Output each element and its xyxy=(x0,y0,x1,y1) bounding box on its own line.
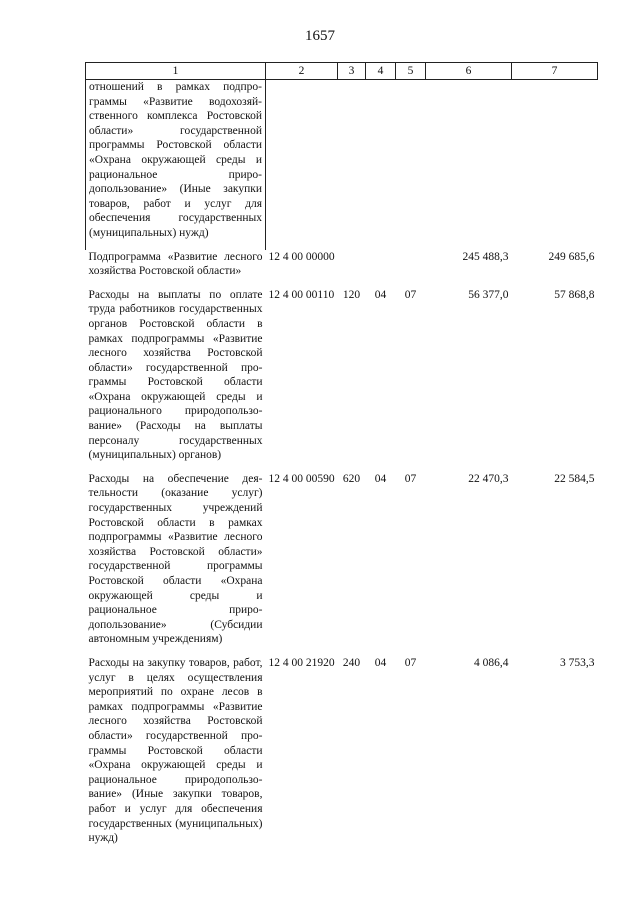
row-vr: 620 xyxy=(342,472,361,485)
row-vr: 240 xyxy=(342,656,361,669)
row-pr: 07 xyxy=(404,472,417,485)
row-rz xyxy=(366,80,396,250)
row-name: Расходы на закупку товаров, работ, услуг в целях осуществления мероприятий по охране лесов в рамках подпрограммы «Развитие лесного хозяйства Ростовской области» государственной программы Ростовской области «Охрана окружающей среды и рациональное природопользование» (Иные закупки товаров, работ и услуг для обеспечения государственных (муниципальных) нужд) xyxy=(88,656,263,845)
row-year2: 22 584,5 xyxy=(554,472,595,485)
row-year2: 249 685,6 xyxy=(548,250,595,263)
column-header: 1 xyxy=(86,63,266,80)
column-header: 5 xyxy=(396,63,426,80)
row-pr: 07 xyxy=(404,288,417,301)
row-year2: 57 868,8 xyxy=(554,288,595,301)
row-code xyxy=(266,80,338,250)
row-rz xyxy=(366,250,396,288)
page-number: 1657 xyxy=(305,28,335,44)
row-pr xyxy=(396,250,426,288)
row-pr xyxy=(396,80,426,250)
row-name: Подпрограмма «Развитие лесного хозяйства Ростовской области» xyxy=(88,250,263,278)
row-name: отношений в рамках подпрограммы «Развитие водохозяйственного комплекса Ростовской области» государственной программы Ростовской области «Охрана окружающей среды и рациональное природопользование» (Иные закупки товаров, работ и услуг для обеспечения государственных (муниципальных) нужд) xyxy=(86,80,266,250)
table-row xyxy=(86,656,598,846)
column-header: 3 xyxy=(338,63,366,80)
row-code: 12 4 00 00000 xyxy=(268,250,335,263)
row-year1: 245 488,3 xyxy=(462,250,509,263)
row-rz: 04 xyxy=(374,288,387,301)
row-year1: 4 086,4 xyxy=(474,656,509,669)
row-name: Расходы на обеспечение деятельности (оказание услуг) государственных учреждений Ростовской области в рамках подпрограммы «Развитие лесного хозяйства Ростовской области» государственной программы Ростовской области «Охрана окружающей среды и рациональное природопользование» (Субсидии автономным учреждениям) xyxy=(88,472,263,646)
row-rz: 04 xyxy=(374,656,387,669)
column-header: 2 xyxy=(266,63,338,80)
row-code: 12 4 00 00110 xyxy=(268,288,335,301)
row-code: 12 4 00 00590 xyxy=(268,472,335,485)
table-row xyxy=(86,472,598,656)
row-rz: 04 xyxy=(374,472,387,485)
table-row xyxy=(86,250,598,288)
column-header: 7 xyxy=(512,63,598,80)
table-row xyxy=(86,288,598,472)
column-header: 6 xyxy=(426,63,512,80)
row-name: Расходы на выплаты по оплате труда работников государственных органов Ростовской области в рамках подпрограммы «Развитие лесного хозяйства Ростовской области» государственной программы Ростовской области «Охрана окружающей среды и рационального природопользование» (Расходы на выплаты персоналу государственных (муниципальных) органов) xyxy=(88,288,263,462)
table-header xyxy=(86,63,598,80)
row-vr xyxy=(338,250,366,288)
table-row xyxy=(86,80,598,250)
row-pr: 07 xyxy=(404,656,417,669)
row-year1 xyxy=(426,80,512,250)
row-year1: 22 470,3 xyxy=(468,472,509,485)
column-header: 4 xyxy=(366,63,396,80)
row-vr: 120 xyxy=(342,288,361,301)
budget-table xyxy=(85,62,598,846)
row-code: 12 4 00 21920 xyxy=(268,656,335,669)
row-year1: 56 377,0 xyxy=(468,288,509,301)
row-year2 xyxy=(512,80,598,250)
row-year2: 3 753,3 xyxy=(560,656,595,669)
row-vr xyxy=(338,80,366,250)
